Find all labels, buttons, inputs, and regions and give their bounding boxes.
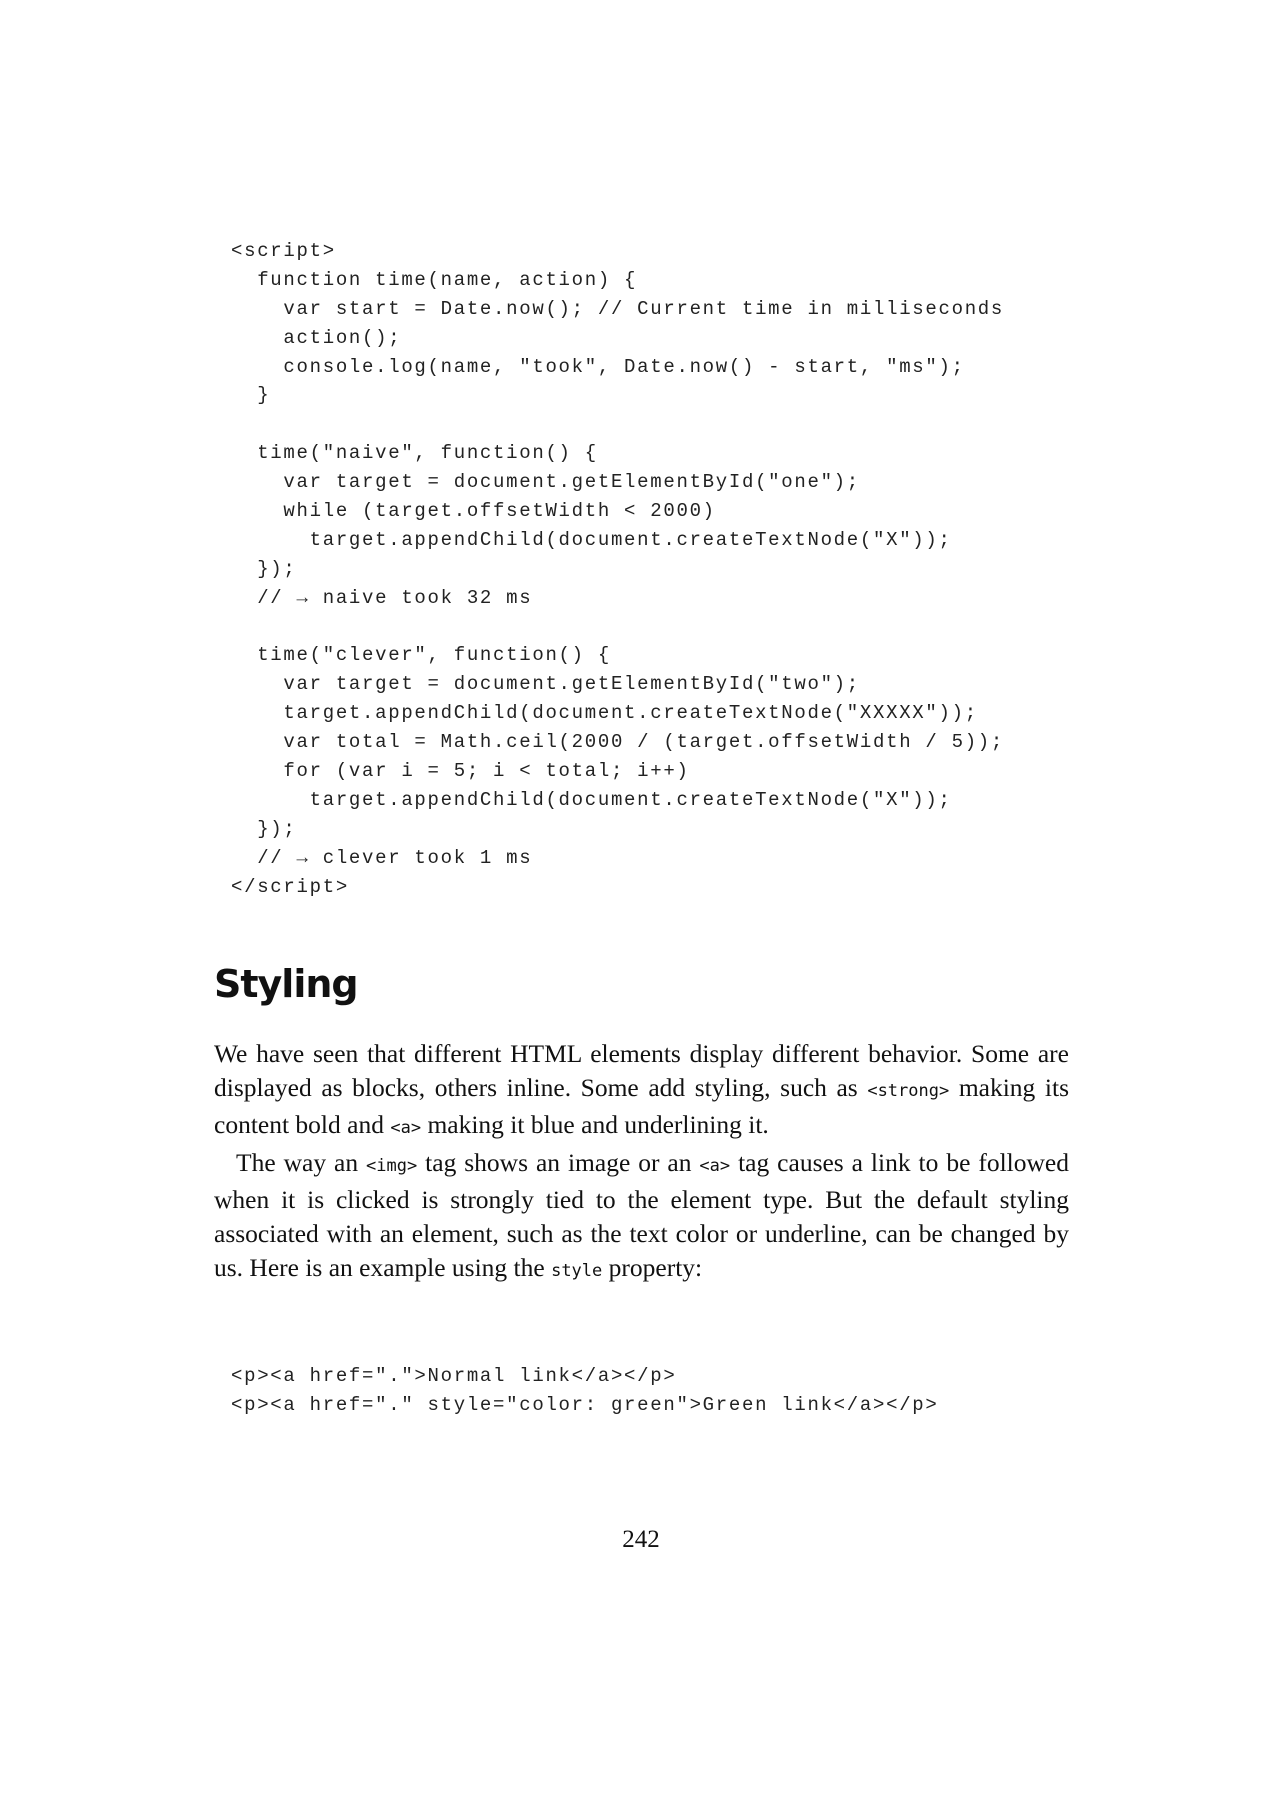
text: making its content bold and: [214, 1072, 1069, 1140]
code-line: target.appendChild(document.createTextNode("XXXXX"));: [231, 702, 978, 725]
code-line: });: [231, 817, 297, 840]
code-line: target.appendChild(document.createTextNode("X"));: [231, 788, 952, 811]
code-line: var target = document.getElementById("one");: [231, 471, 860, 494]
section-heading: Styling: [214, 962, 358, 1006]
inline-code: <a>: [699, 1155, 731, 1176]
inline-code: <a>: [390, 1118, 422, 1139]
code-line: [231, 410, 1004, 439]
body-text: [214, 1037, 1069, 1288]
page-number: 242: [622, 1526, 660, 1553]
code-line: [231, 613, 1004, 642]
text: The way an: [236, 1147, 367, 1177]
code-line: target.appendChild(document.createTextNode("X"));: [231, 528, 952, 551]
text: property:: [602, 1252, 703, 1282]
code-block-style-example: [231, 1362, 939, 1420]
code-line: });: [231, 557, 297, 580]
code-block-timing: [231, 237, 1004, 901]
code-line: // → clever took 1 ms: [231, 846, 533, 869]
code-line: </script>: [231, 875, 349, 898]
text: We have seen that different HTML elements display different behavior. Some are displayed as blocks, others inline. Some add styling, such as: [214, 1039, 1069, 1102]
code-line: time("clever", function() {: [231, 644, 611, 667]
code-line: while (target.offsetWidth < 2000): [231, 500, 716, 523]
code-line: // → naive took 32 ms: [231, 586, 533, 609]
code-line: var target = document.getElementById("two");: [231, 673, 860, 696]
paragraph: [214, 1037, 1069, 1146]
text: tag shows an image or an: [417, 1147, 700, 1177]
paragraph: [214, 1146, 1069, 1288]
code-line: console.log(name, "took", Date.now() - start, "ms");: [231, 355, 965, 378]
text: tag causes a link to be followed when it is clicked is strongly tied to the element type. But the default styling associated with an element, such as the text color or underline, can be changed by us. Here is an example using the: [214, 1147, 1069, 1282]
code-line: }: [231, 384, 271, 407]
code-line: function time(name, action) {: [231, 268, 638, 291]
inline-code: style: [551, 1260, 603, 1281]
inline-code: <strong>: [867, 1080, 950, 1101]
code-line: action();: [231, 326, 402, 349]
code-line: var total = Math.ceil(2000 / (target.offsetWidth / 5));: [231, 731, 1005, 754]
code-line: <p><a href=".">Normal link</a></p>: [231, 1365, 677, 1387]
code-line: for (var i = 5; i < total; i++): [231, 760, 690, 783]
code-line: <script>: [231, 240, 336, 262]
text: making it blue and underlining it.: [421, 1110, 769, 1140]
code-line: time("naive", function() {: [231, 442, 598, 465]
code-line: var start = Date.now(); // Current time in milliseconds: [231, 297, 1005, 320]
inline-code: <img>: [366, 1155, 418, 1176]
code-line: <p><a href="." style="color: green">Green link</a></p>: [231, 1393, 939, 1416]
